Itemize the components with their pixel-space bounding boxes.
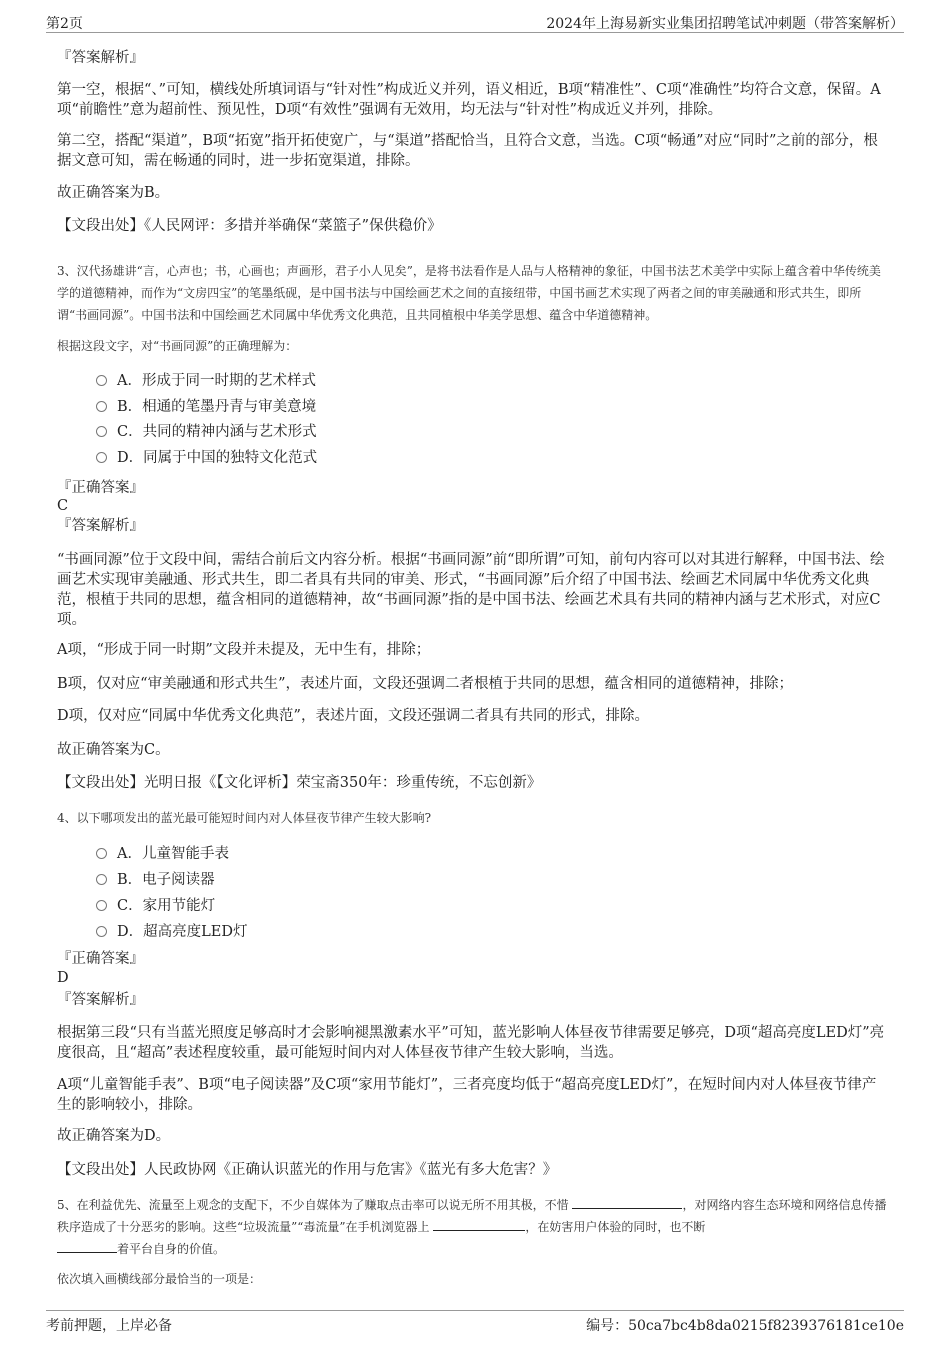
q3-analysis-p4: D项，仅对应“同属中华优秀文化典范”，表述片面，文段还强调二者具有共同的形式，排除。 [57,708,649,724]
document-title: 2024年上海易新实业集团招聘笔试冲刺题（带答案解析） [546,16,904,32]
footer-slogan: 考前押题，上岸必备 [46,1318,172,1334]
q5-stem-part-4: 着平台自身的价值。 [117,1242,226,1256]
q3-analysis-p3: B项，仅对应“审美融通和形式共生”，表述片面，文段还强调二者根植于共同的思想，蕴含相同的道德精神，排除； [57,676,793,692]
radio-icon[interactable] [96,874,107,885]
q4-source: 【文段出处】人民政协网《正确认识蓝光的作用与危害》《蓝光有多大危害？》 [57,1162,558,1178]
option-label: B．电子阅读器 [117,872,215,888]
fill-blank-1[interactable] [572,1194,682,1209]
q5-stem-part-1: 5、在利益优先、流量至上观念的支配下，不少自媒体为了赚取点击率可以说无所不用其极，不惜 [57,1198,569,1212]
q2-analysis-label: 『答案解析』 [57,50,144,66]
page-footer [46,1310,904,1345]
page-number: 第2页 [46,16,83,32]
q3-option-c[interactable] [96,422,317,442]
q4-stem: 4、以下哪项发出的蓝光最可能短时间内对人体昼夜节律产生较大影响? [57,811,432,825]
option-label: D．同属于中国的独特文化范式 [117,450,318,466]
q4-analysis-p2: A项“儿童智能手表”、B项“电子阅读器”及C项“家用节能灯”，三者亮度均低于“超高亮度LED灯”，在短时间内对人体昼夜节律产生的影响较小，排除。 [57,1077,877,1113]
q3-option-a[interactable] [96,371,316,391]
q4-option-a[interactable] [96,844,229,864]
q3-analysis-label: 『答案解析』 [57,518,144,534]
q3-question: 根据这段文字，对“书画同源”的正确理解为： [57,339,298,353]
option-label: C．共同的精神内涵与艺术形式 [117,424,317,440]
q3-source: 【文段出处】光明日报《【文化评析】荣宝斋350年：珍重传统，不忘创新》 [57,775,542,791]
q5-question: 依次填入画横线部分最恰当的一项是： [57,1272,262,1286]
option-label: A．形成于同一时期的艺术样式 [117,373,316,389]
q5-stem [57,1194,887,1260]
option-label: B．相通的笔墨丹青与审美意境 [117,399,317,415]
radio-icon[interactable] [96,926,107,937]
radio-icon[interactable] [96,401,107,412]
q3-option-b[interactable] [96,397,316,417]
option-label: D．超高亮度LED灯 [117,924,248,940]
q2-analysis-p1: 第一空，根据“、”可知，横线处所填词语与“针对性”构成近义并列，语义相近，B项“精准性”、C项“准确性”均符合文意，保留。A项“前瞻性”意为超前性、预见性，D项“有效性”强调有无效用，均无法与“针对性”构成近义并列，排除。 [57,82,881,118]
radio-icon[interactable] [96,848,107,859]
q5-stem-part-3: ，在妨害用户体验的同时，也不断 [525,1220,706,1234]
q4-answer: D [57,970,69,986]
q2-answer-line: 故正确答案为B。 [57,185,170,201]
q2-analysis-p2: 第二空，搭配“渠道”，B项“拓宽”指开拓使宽广，与“渠道”搭配恰当，且符合文意，当选。C项“畅通”对应“同时”之前的部分，根据文意可知，需在畅通的同时，进一步拓宽渠道，排除。 [57,133,878,169]
fill-blank-2[interactable] [433,1216,525,1231]
q4-option-c[interactable] [96,896,215,916]
q4-option-b[interactable] [96,870,215,890]
document-code: 编号：50ca7bc4b8da0215f8239376181ce10e [586,1318,904,1334]
q4-correct-label: 『正确答案』 [57,951,144,967]
q4-analysis-p1: 根据第三段“只有当蓝光照度足够高时才会影响褪黑激素水平”可知，蓝光影响人体昼夜节律需要足够亮，D项“超高亮度LED灯”亮度很高，且“超高”表述程度较重，最可能短时间内对人体昼夜节律产生较大影响，当选。 [57,1025,885,1061]
radio-icon[interactable] [96,426,107,437]
radio-icon[interactable] [96,452,107,463]
q3-analysis-p1: “书画同源”位于文段中间，需结合前后文内容分析。根据“书画同源”前“即所谓”可知，前句内容可以对其进行解释，中国书法、绘画艺术实现审美融通、形式共生，即二者具有共同的审美、形式，“书画同源”后介绍了中国书法、绘画艺术同属中华优秀文化典范，根植于共同的思想，蕴含相同的道德精神，故“书画同源”指的是中国书法、绘画艺术具有共同的精神内涵与艺术形式，对应C项。 [57,552,885,628]
q2-source: 【文段出处】《人民网评：多措并举确保“菜篮子”保供稳价》 [57,218,442,234]
q3-analysis-p2: A项，“形成于同一时期”文段并未提及，无中生有，排除； [57,642,431,658]
option-label: A．儿童智能手表 [117,846,229,862]
page-header [46,0,904,33]
q4-option-d[interactable] [96,922,247,942]
q3-answer-line: 故正确答案为C。 [57,742,170,758]
fill-blank-3[interactable] [57,1238,117,1253]
q3-option-d[interactable] [96,448,317,468]
radio-icon[interactable] [96,375,107,386]
radio-icon[interactable] [96,900,107,911]
q4-answer-line: 故正确答案为D。 [57,1128,171,1144]
option-label: C．家用节能灯 [117,898,216,914]
q3-correct-label: 『正确答案』 [57,480,144,496]
q3-stem: 3、汉代扬雄讲“言，心声也；书，心画也；声画形，君子小人见矣”，是将书法看作是人品与人格精神的象征，中国书法艺术美学中实际上蕴含着中华传统美学的道德精神，而作为“文房四宝”的笔墨纸砚，是中国书法与中国绘画艺术之间的直接纽带，中国书画艺术实现了两者之间的审美融通和形式共生，即所谓“书画同源”。中国书法和中国绘画艺术同属中华优秀文化典范，且共同植根中华美学思想、蕴含中华道德精神。 [57,264,881,322]
q4-analysis-label: 『答案解析』 [57,992,144,1008]
q3-answer: C [57,498,69,514]
q5-stem-part-2: ，对网络内容生态环境和网络信息传播秩序造成了十分恶劣的影响。这些“垃圾流量”“毒流量”在手机浏览器上 [57,1198,887,1234]
